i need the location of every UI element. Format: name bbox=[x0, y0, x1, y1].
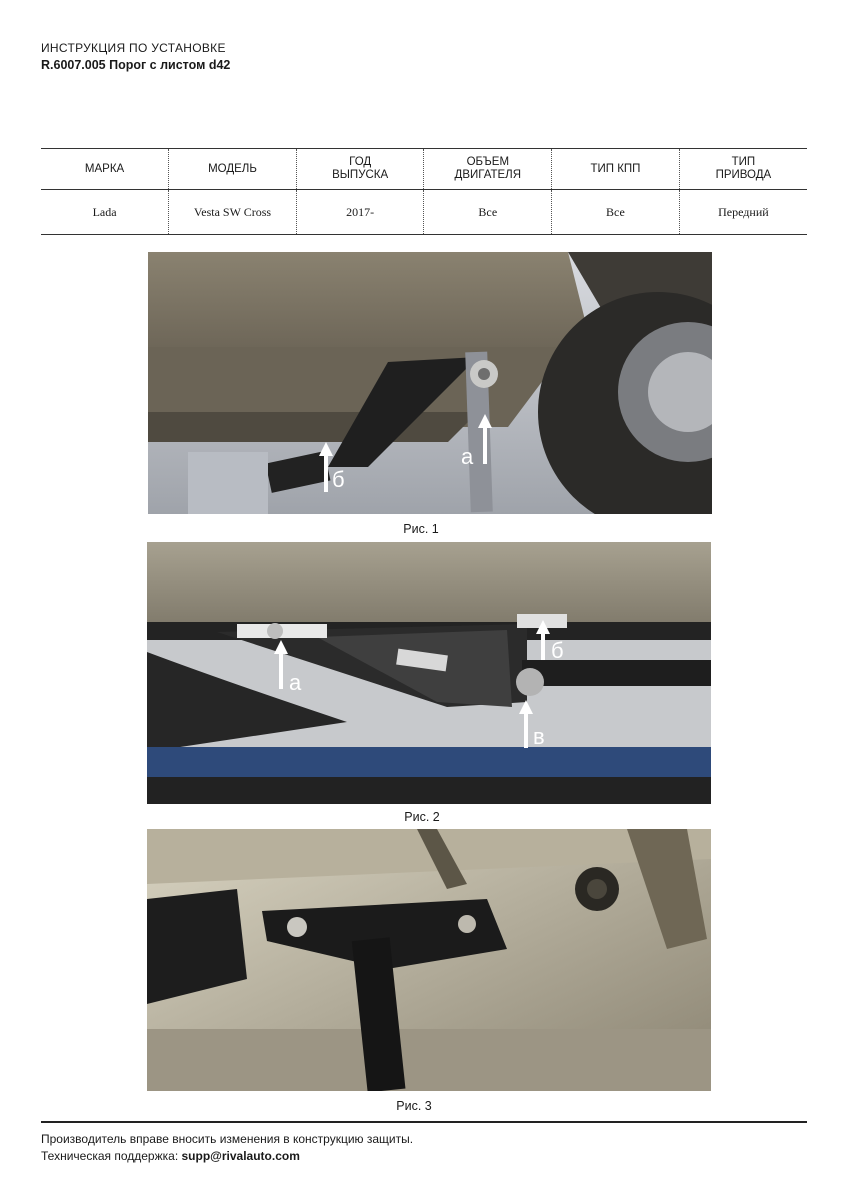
spec-value-row bbox=[41, 190, 807, 235]
figure-3-photo bbox=[147, 829, 711, 1091]
col-header-year: ГОД ВЫПУСКА bbox=[296, 149, 424, 190]
col-header-make: МАРКА bbox=[41, 149, 169, 190]
marker-c-label: в bbox=[533, 724, 545, 749]
cell-model: Vesta SW Cross bbox=[169, 190, 297, 235]
col-header-engine: ОБЪЕМ ДВИГАТЕЛЯ bbox=[424, 149, 552, 190]
footer-divider bbox=[41, 1121, 807, 1123]
cell-make: Lada bbox=[41, 190, 169, 235]
marker-a-label: а bbox=[289, 670, 302, 695]
cell-gearbox: Все bbox=[552, 190, 680, 235]
figure-1-photo bbox=[148, 252, 712, 514]
vehicle-spec-table bbox=[41, 148, 807, 235]
col-header-gearbox: ТИП КПП bbox=[552, 149, 680, 190]
cell-drive: Передний bbox=[679, 190, 807, 235]
marker-b-label: б bbox=[332, 467, 345, 492]
figure-1-caption: Рис. 1 bbox=[403, 522, 439, 536]
figure-2-photo bbox=[147, 542, 711, 804]
figure-2-caption: Рис. 2 bbox=[404, 810, 440, 824]
support-label: Техническая поддержка: bbox=[41, 1149, 179, 1163]
cell-engine: Все bbox=[424, 190, 552, 235]
footer-disclaimer: Производитель вправе вносить изменения в конструкцию защиты. bbox=[41, 1132, 414, 1146]
figure-3-caption: Рис. 3 bbox=[396, 1099, 432, 1113]
product-code-title: R.6007.005 Порог с листом d42 bbox=[41, 58, 231, 72]
support-email[interactable]: supp@rivalauto.com bbox=[181, 1149, 300, 1163]
spec-header-row bbox=[41, 149, 807, 190]
col-header-drive: ТИП ПРИВОДА bbox=[679, 149, 807, 190]
cell-year: 2017- bbox=[296, 190, 424, 235]
col-header-model: МОДЕЛЬ bbox=[169, 149, 297, 190]
instruction-title: ИНСТРУКЦИЯ ПО УСТАНОВКЕ bbox=[41, 41, 226, 55]
marker-b-label: б bbox=[551, 638, 564, 663]
footer-support bbox=[41, 1149, 300, 1163]
marker-a-label: а bbox=[461, 444, 474, 469]
